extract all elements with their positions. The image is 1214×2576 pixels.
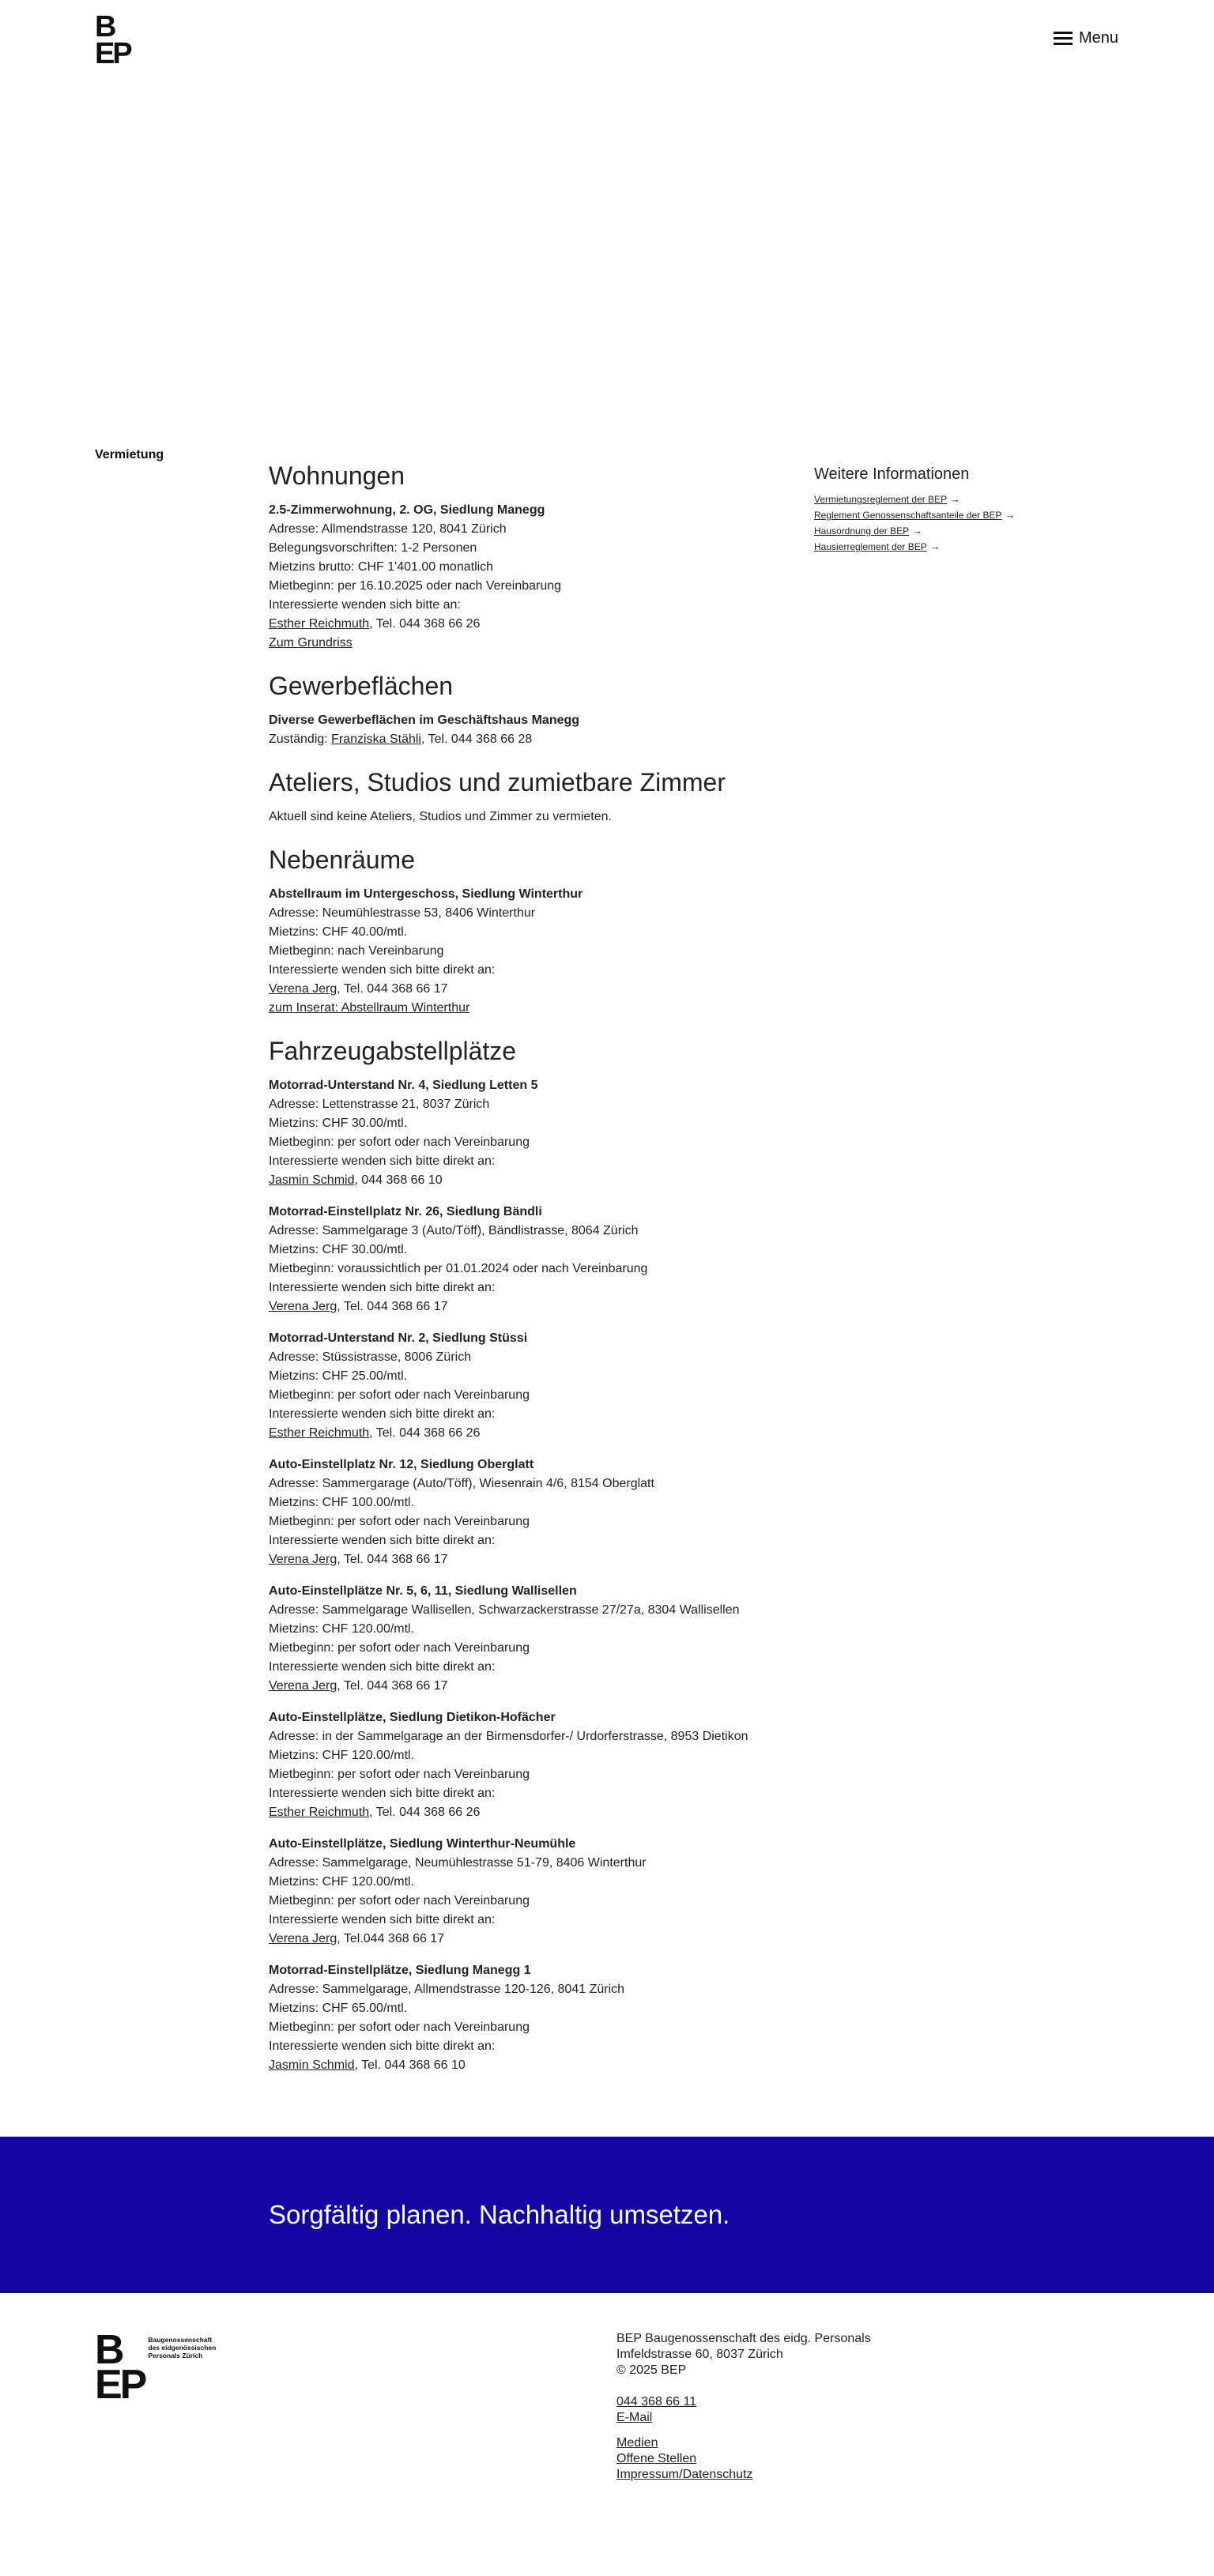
contact-tel: , Tel. 044 368 66 17 — [337, 1679, 448, 1693]
listing-title: Motorrad-Unterstand Nr. 4, Siedlung Letten 5 — [269, 1079, 538, 1092]
listing-line: Mietzins: CHF 120.00/mtl. — [269, 1749, 415, 1762]
footer-org: BEP Baugenossenschaft des eidg. Personals — [616, 2332, 871, 2345]
listing-line: Adresse: in der Sammelgarage an der Birmensdorfer-/ Urdorferstrasse, 8953 Dietikon — [269, 1730, 748, 1743]
section-heading: Fahrzeugabstellplätze — [269, 1037, 517, 1065]
footer-email-link[interactable]: E-Mail — [616, 2411, 653, 2424]
contact-link[interactable]: Verena Jerg — [269, 1553, 337, 1566]
listing — [269, 808, 790, 827]
listing-line: Adresse: Sammergarage (Auto/Töff), Wiesenrain 4/6, 8154 Oberglatt — [269, 1477, 654, 1490]
footer-logo-mark — [95, 2327, 145, 2408]
contact-prefix: Zuständig: — [269, 733, 332, 746]
hamburger-icon — [1054, 32, 1073, 45]
listing-line: Mietbeginn: per sofort oder nach Vereinbarung — [269, 1894, 530, 1908]
slogan-banner — [0, 2137, 1214, 2293]
contact-tel: , Tel. 044 368 66 17 — [337, 982, 448, 996]
contact-tel: , Tel. 044 368 66 26 — [369, 1806, 481, 1819]
listing-line: Mietzins brutto: CHF 1'401.00 monatlich — [269, 560, 494, 574]
info-link[interactable]: Hausierreglement der BEP — [814, 541, 927, 552]
listing-line: Adresse: Neumühlestrasse 53, 8406 Winterthur — [269, 906, 536, 920]
contact-tel: , Tel.044 368 66 17 — [337, 1932, 445, 1945]
listing-line: Interessierte wenden sich bitte direkt an: — [269, 1534, 496, 1547]
listing-line: Mietbeginn: per sofort oder nach Vereinbarung — [269, 1768, 530, 1781]
listing-contact — [269, 2056, 790, 2075]
listing-title: Abstellraum im Untergeschoss, Siedlung Winterthur — [269, 887, 583, 901]
footer-address: Imfeldstrasse 60, 8037 Zürich — [616, 2348, 783, 2361]
listing — [269, 1329, 790, 1443]
left-nav-current[interactable]: Vermietung — [95, 448, 164, 461]
listing — [269, 1835, 790, 1949]
contact-link[interactable]: Verena Jerg — [269, 1932, 337, 1945]
listing-title: Auto-Einstellplätze Nr. 5, 6, 11, Siedlung Wallisellen — [269, 1584, 577, 1598]
main-content — [269, 427, 790, 2075]
listing-line: Mietbeginn: per sofort oder nach Vereinbarung — [269, 1388, 530, 1402]
arrow-right-icon: → — [1005, 509, 1016, 521]
listing-line: Mietzins: CHF 100.00/mtl. — [269, 1496, 415, 1509]
contact-link[interactable]: Esther Reichmuth — [269, 1806, 370, 1819]
logo-text-line: des eidgenössischen — [148, 2344, 217, 2352]
listing-line: Interessierte wenden sich bitte direkt an: — [269, 963, 496, 977]
footer-link-imprint[interactable]: Impressum/Datenschutz — [616, 2468, 753, 2481]
listing-title: Motorrad-Einstellplätze, Siedlung Manegg 1 — [269, 1964, 531, 1977]
floorplan-link[interactable]: Zum Grundriss — [269, 636, 353, 650]
listing-contact — [269, 980, 790, 999]
listing-line: Mietbeginn: nach Vereinbarung — [269, 944, 444, 958]
listing-line: Adresse: Sammelgarage Wallisellen, Schwarzackerstrasse 27/27a, 8304 Wallisellen — [269, 1603, 740, 1617]
listing-title: Auto-Einstellplätze, Siedlung Dietikon-Hofächer — [269, 1711, 556, 1724]
contact-tel: , Tel. 044 368 66 17 — [337, 1553, 448, 1566]
listing — [269, 1456, 790, 1569]
listing-line: Mietzins: CHF 40.00/mtl. — [269, 925, 408, 939]
listing-contact — [269, 1550, 790, 1569]
listing-line: Mietbeginn: per 16.10.2025 oder nach Vereinbarung — [269, 579, 562, 593]
listing-line: Interessierte wenden sich bitte direkt an: — [269, 1281, 496, 1294]
listing-title: Motorrad-Einstellplatz Nr. 26, Siedlung Bändli — [269, 1205, 542, 1218]
section-heading: Ateliers, Studios und zumietbare Zimmer — [269, 768, 726, 797]
footer-copyright: © 2025 BEP — [616, 2363, 687, 2377]
listing-line: Interessierte wenden sich bitte direkt an: — [269, 1407, 496, 1421]
logo-text-line: Baugenossenschaft — [148, 2336, 213, 2344]
footer-link-jobs[interactable]: Offene Stellen — [616, 2452, 697, 2465]
listing-line: Adresse: Sammelgarage, Neumühlestrasse 51-79, 8406 Winterthur — [269, 1856, 647, 1870]
info-link-item — [814, 539, 1067, 555]
info-link[interactable]: Hausordnung der BEP — [814, 525, 910, 537]
contact-link[interactable]: Verena Jerg — [269, 982, 337, 996]
listing-line: Adresse: Allmendstrasse 120, 8041 Zürich — [269, 522, 507, 536]
menu-button[interactable] — [1054, 28, 1118, 47]
listing-contact — [269, 1297, 790, 1316]
listing-line: Interessierte wenden sich bitte direkt an: — [269, 1154, 496, 1168]
listing-line: Interessierte wenden sich bitte direkt an: — [269, 2039, 496, 2053]
listing-line: Adresse: Stüssistrasse, 8006 Zürich — [269, 1350, 472, 1364]
listing-line: Mietzins: CHF 120.00/mtl. — [269, 1875, 415, 1889]
ad-link[interactable]: zum Inserat: Abstellraum Winterthur — [269, 1001, 470, 1015]
menu-label: Menu — [1079, 29, 1119, 47]
listing-title: Motorrad-Unterstand Nr. 2, Siedlung Stüssi — [269, 1331, 528, 1345]
content-area — [0, 427, 1214, 2075]
listing-line: Belegungsvorschriften: 1-2 Personen — [269, 541, 477, 555]
listing-contact — [269, 1930, 790, 1949]
footer-logo[interactable] — [95, 2327, 217, 2408]
listing-line: Mietzins: CHF 30.00/mtl. — [269, 1117, 408, 1130]
info-link-item — [814, 523, 1067, 539]
listing-line: Aktuell sind keine Ateliers, Studios und Zimmer zu vermieten. — [269, 810, 612, 823]
info-link[interactable]: Reglement Genossenschaftsanteile der BEP — [814, 510, 1002, 521]
listing-line: Mietbeginn: per sofort oder nach Vereinbarung — [269, 2021, 530, 2034]
footer-logo-bottom: EP — [95, 2362, 145, 2408]
contact-link[interactable]: Esther Reichmuth — [269, 617, 370, 631]
footer-phone-link[interactable]: 044 368 66 11 — [616, 2395, 697, 2408]
contact-tel: , Tel. 044 368 66 26 — [369, 617, 481, 631]
section-heading: Nebenräume — [269, 845, 415, 874]
listing-line: Mietzins: CHF 65.00/mtl. — [269, 2002, 408, 2015]
contact-tel: , Tel. 044 368 66 26 — [369, 1426, 481, 1440]
listing — [269, 885, 790, 1018]
section-nebenraeume — [269, 844, 790, 1018]
listing-line: Adresse: Sammelgarage 3 (Auto/Töff), Bändlistrasse, 8064 Zürich — [269, 1224, 639, 1237]
section-ateliers — [269, 766, 790, 827]
listing-line: Mietzins: CHF 25.00/mtl. — [269, 1369, 408, 1383]
listing-line: Adresse: Sammelgarage, Allmendstrasse 120-126, 8041 Zürich — [269, 1983, 625, 1996]
logo-top: B — [95, 10, 115, 43]
listing-line: Mietbeginn: per sofort oder nach Vereinbarung — [269, 1641, 530, 1655]
section-heading: Gewerbeflächen — [269, 672, 454, 700]
contact-link[interactable]: Jasmin Schmid — [269, 2058, 355, 2072]
listing-line: Mietbeginn: voraussichtlich per 01.01.2024 oder nach Vereinbarung — [269, 1262, 648, 1275]
arrow-right-icon: → — [912, 525, 923, 537]
listing-line: Interessierte wenden sich bitte direkt an: — [269, 1787, 496, 1800]
footer-logo-top: B — [95, 2327, 123, 2373]
info-link-item — [814, 491, 1067, 507]
listing — [269, 1708, 790, 1822]
listing-line: Adresse: Lettenstrasse 21, 8037 Zürich — [269, 1098, 490, 1111]
listing-contact — [269, 1677, 790, 1696]
listing-line: Interessierte wenden sich bitte an: — [269, 598, 461, 612]
listing — [269, 1961, 790, 2075]
info-link[interactable]: Vermietungsreglement der BEP — [814, 494, 948, 505]
bep-logo[interactable] — [95, 10, 139, 70]
section-fahrzeug — [269, 1035, 790, 2075]
contact-link[interactable]: Verena Jerg — [269, 1300, 337, 1313]
listing-contact — [269, 730, 790, 749]
contact-tel: , Tel. 044 368 66 28 — [420, 733, 533, 746]
listing-title: Auto-Einstellplatz Nr. 12, Siedlung Oberglatt — [269, 1458, 534, 1471]
contact-link[interactable]: Franziska Stähli — [331, 733, 421, 746]
listing-contact — [269, 615, 790, 634]
arrow-right-icon: → — [950, 493, 961, 505]
listing-line: Mietzins: CHF 30.00/mtl. — [269, 1243, 408, 1256]
listing-line: Interessierte wenden sich bitte direkt an: — [269, 1913, 496, 1926]
listing-contact — [269, 1803, 790, 1822]
section-heading: Wohnungen — [269, 461, 405, 490]
logo-text-line: Personals Zürich — [148, 2352, 203, 2359]
contact-link[interactable]: Verena Jerg — [269, 1679, 337, 1693]
listing — [269, 1076, 790, 1190]
further-info — [814, 446, 1067, 555]
listing-line: Mietzins: CHF 120.00/mtl. — [269, 1622, 415, 1636]
listing-title: 2.5-Zimmerwohnung, 2. OG, Siedlung Manegg — [269, 503, 545, 517]
listing — [269, 711, 790, 749]
further-info-title: Weitere Informationen — [814, 465, 970, 483]
logo-bottom: EP — [95, 37, 130, 70]
listing-line: Mietbeginn: per sofort oder nach Vereinbarung — [269, 1135, 530, 1149]
footer-logo-text — [148, 2336, 216, 2359]
listing — [269, 501, 790, 653]
listing-contact — [269, 1171, 790, 1190]
contact-link[interactable]: Esther Reichmuth — [269, 1426, 370, 1440]
listing — [269, 1203, 790, 1316]
footer-link-medien[interactable]: Medien — [616, 2436, 658, 2450]
listing-line: Mietbeginn: per sofort oder nach Vereinbarung — [269, 1515, 530, 1528]
site-footer — [0, 2293, 1214, 2524]
arrow-right-icon: → — [929, 540, 941, 552]
listing-line: Interessierte wenden sich bitte direkt an: — [269, 1660, 496, 1674]
section-gewerbe — [269, 670, 790, 749]
slogan-text: Sorgfältig planen. Nachhaltig umsetzen. — [269, 2200, 730, 2229]
section-wohnungen — [269, 460, 790, 653]
listing — [269, 1582, 790, 1696]
contact-tel: , Tel. 044 368 66 17 — [337, 1300, 448, 1313]
footer-info — [616, 2331, 871, 2483]
listing-title: Auto-Einstellplätze, Siedlung Winterthur-Neumühle — [269, 1837, 576, 1851]
contact-tel: , Tel. 044 368 66 10 — [354, 2058, 466, 2072]
listing-title: Diverse Gewerbeflächen im Geschäftshaus Manegg — [269, 714, 580, 727]
listing-contact — [269, 1424, 790, 1443]
info-link-item — [814, 507, 1067, 523]
contact-link[interactable]: Jasmin Schmid — [269, 1173, 355, 1187]
contact-tel: , 044 368 66 10 — [354, 1173, 443, 1187]
site-header — [0, 0, 1214, 427]
